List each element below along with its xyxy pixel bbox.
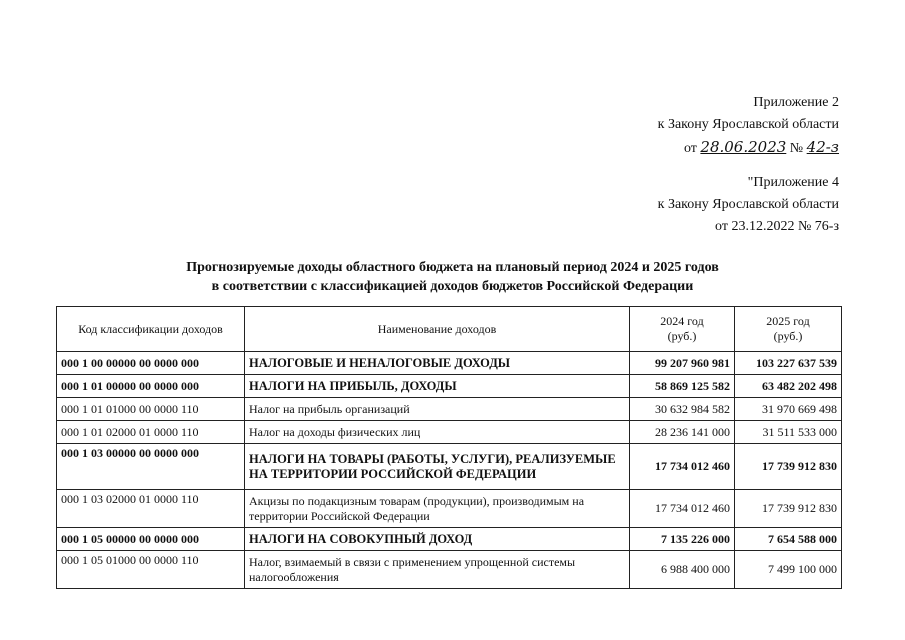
row-code: 000 1 05 00000 00 0000 000 — [57, 528, 245, 551]
row-2024: 7 135 226 000 — [630, 528, 735, 551]
row-name: НАЛОГИ НА ПРИБЫЛЬ, ДОХОДЫ — [245, 375, 630, 398]
document-title: Прогнозируемые доходы областного бюджета на плановый период 2024 и 2025 годов в соответствии с классификацией доходов бюджетов Российской Федерации — [186, 260, 719, 294]
row-code: 000 1 05 01000 00 0000 110 — [57, 551, 245, 589]
prior-appendix-line: "Приложение 4 — [747, 175, 839, 190]
row-2025: 31 511 533 000 — [735, 421, 842, 444]
table-row — [57, 398, 842, 421]
table-row — [57, 551, 842, 589]
row-name: НАЛОГИ НА СОВОКУПНЫЙ ДОХОД — [245, 528, 630, 551]
row-code: 000 1 01 02000 01 0000 110 — [57, 421, 245, 444]
header-code: Код классификации доходов — [57, 307, 245, 352]
appendix-header — [658, 92, 839, 160]
header-2024: 2024 год (руб.) — [630, 307, 735, 352]
row-2024: 99 207 960 981 — [630, 352, 735, 375]
row-name: Налог, взимаемый в связи с применением упрощенной системы налогообложения — [245, 551, 630, 589]
row-2025: 17 739 912 830 — [735, 490, 842, 528]
row-2024: 17 734 012 460 — [630, 444, 735, 490]
table-row — [57, 528, 842, 551]
row-2025: 103 227 637 539 — [735, 352, 842, 375]
law-date-number: от 28.06.2023 № 42-з — [683, 138, 839, 156]
row-name: НАЛОГОВЫЕ И НЕНАЛОГОВЫЕ ДОХОДЫ — [245, 352, 630, 375]
row-2024: 58 869 125 582 — [630, 375, 735, 398]
table-row — [57, 490, 842, 528]
header-name: Наименование доходов — [245, 307, 630, 352]
row-2025: 63 482 202 498 — [735, 375, 842, 398]
law-reference: к Закону Ярославской области — [657, 117, 839, 132]
handwritten-date: 28.06.2023 — [700, 138, 787, 156]
row-code: 000 1 01 01000 00 0000 110 — [57, 398, 245, 421]
row-name: Налог на доходы физических лиц — [245, 421, 630, 444]
prior-law-reference: к Закону Ярославской области — [657, 197, 839, 212]
table-row — [57, 352, 842, 375]
row-code: 000 1 03 00000 00 0000 000 — [57, 444, 245, 490]
row-2024: 30 632 984 582 — [630, 398, 735, 421]
table-row — [57, 444, 842, 490]
table-row — [57, 375, 842, 398]
row-2025: 7 499 100 000 — [735, 551, 842, 589]
row-2024: 17 734 012 460 — [630, 490, 735, 528]
prior-law-date: от 23.12.2022 № 76-з — [715, 219, 839, 234]
row-code: 000 1 00 00000 00 0000 000 — [57, 352, 245, 375]
row-name: Налог на прибыль организаций — [245, 398, 630, 421]
revenue-table — [56, 306, 842, 589]
row-2024: 28 236 141 000 — [630, 421, 735, 444]
row-2025: 7 654 588 000 — [735, 528, 842, 551]
handwritten-number: 42-з — [806, 138, 839, 156]
header-2025: 2025 год (руб.) — [735, 307, 842, 352]
prior-appendix-header — [658, 172, 839, 238]
row-2025: 31 970 669 498 — [735, 398, 842, 421]
row-name: НАЛОГИ НА ТОВАРЫ (РАБОТЫ, УСЛУГИ), РЕАЛИЗУЕМЫЕ НА ТЕРРИТОРИИ РОССИЙСКОЙ ФЕДЕРАЦИИ — [245, 444, 630, 490]
row-code: 000 1 03 02000 01 0000 110 — [57, 490, 245, 528]
table-header-row — [57, 307, 842, 352]
row-name: Акцизы по подакцизным товарам (продукции), производимым на территории Российской Федерации — [245, 490, 630, 528]
row-2025: 17 739 912 830 — [735, 444, 842, 490]
row-code: 000 1 01 00000 00 0000 000 — [57, 375, 245, 398]
row-2024: 6 988 400 000 — [630, 551, 735, 589]
appendix-line: Приложение 2 — [753, 95, 839, 110]
table-row — [57, 421, 842, 444]
